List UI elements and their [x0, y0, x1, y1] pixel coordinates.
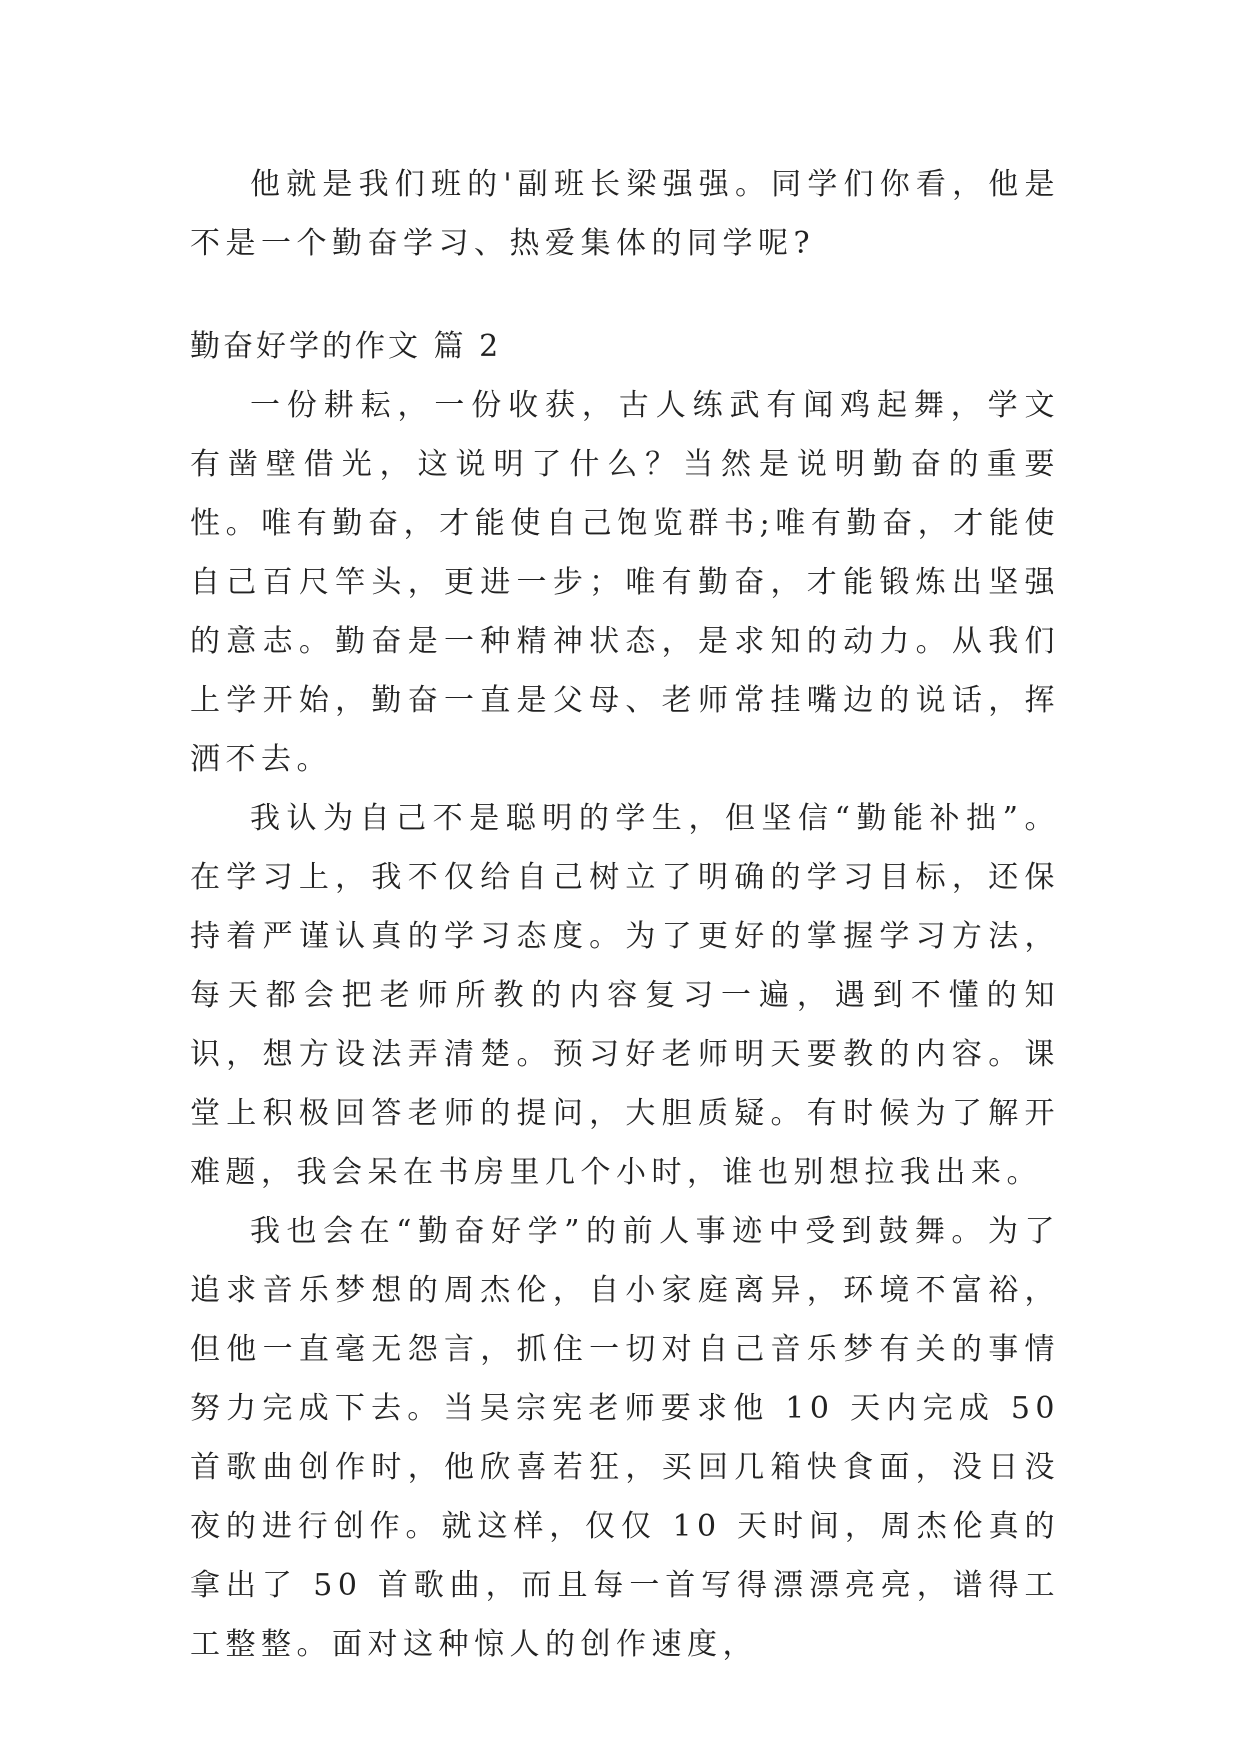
section-heading: 勤奋好学的作文 篇 2: [190, 329, 502, 364]
document-body: [190, 155, 1060, 1674]
body-paragraph-2: 我认为自己不是聪明的学生，但坚信“勤能补拙”。在学习上，我不仅给自己树立了明确的学习目标，还保持着严谨认真的学习态度。为了更好的掌握学习方法，每天都会把老师所教的内容复习一遍，遇到不懂的知识，想方设法弄清楚。预习好老师明天要教的内容。课堂上积极回答老师的提问，大胆质疑。有时候为了解开难题，我会呆在书房里几个小时，谁也别想拉我出来。: [190, 801, 1060, 1190]
body-paragraph-1: 一份耕耘，一份收获，古人练武有闻鸡起舞，学文有凿壁借光，这说明了什么？当然是说明勤奋的重要性。唯有勤奋，才能使自己饱览群书;唯有勤奋，才能使自己百尺竿头，更进一步；唯有勤奋，才能锻炼出坚强的意志。勤奋是一种精神状态，是求知的动力。从我们上学开始，勤奋一直是父母、老师常挂嘴边的说话，挥洒不去。: [190, 388, 1060, 777]
intro-paragraph: 他就是我们班的'副班长梁强强。同学们你看，他是不是一个勤奋学习、热爱集体的同学呢?: [190, 167, 1060, 261]
body-paragraph-3: 我也会在“勤奋好学”的前人事迹中受到鼓舞。为了追求音乐梦想的周杰伦，自小家庭离异，环境不富裕，但他一直毫无怨言，抓住一切对自己音乐梦有关的事情努力完成下去。当吴宗宪老师要求他 10 天内完成 50 首歌曲创作时，他欣喜若狂，买回几箱快食面，没日没夜的进行创作。就这样，仅仅 10 天时间，周杰伦真的拿出了 50 首歌曲，而且每一首写得漂漂亮亮，谱得工工整整。面对这种惊人的创作速度，: [190, 1214, 1060, 1662]
